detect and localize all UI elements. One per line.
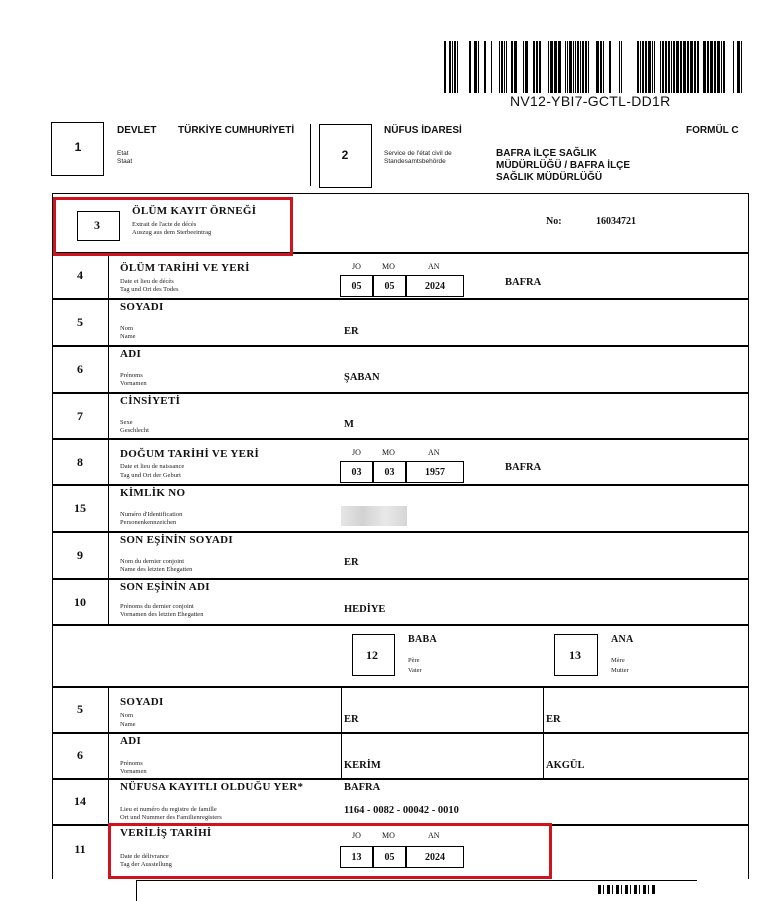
parent-name-sub-de: Vornamen — [120, 768, 147, 775]
barcode-bar — [504, 41, 505, 93]
formul-label: FORMÜL C — [686, 125, 739, 136]
month-header: MO — [382, 831, 395, 840]
spouse-surname-label: SON EŞİNİN SOYADI — [120, 534, 233, 546]
barcode-bar — [717, 41, 720, 93]
issue-sub-fr: Date de délivrance — [120, 853, 169, 860]
barcode-text: NV12-YBI7-GCTL-DD1R — [510, 93, 671, 109]
box-1-number: 1 — [74, 140, 82, 154]
barcode-bar — [737, 41, 740, 93]
parent-name-sub-fr: Prénoms — [120, 760, 143, 767]
month-header: MO — [382, 448, 395, 457]
sex-label: CİNSİYETİ — [120, 395, 181, 407]
row-divider — [52, 686, 749, 688]
row-number: 6 — [77, 362, 83, 376]
father-surname-value: ER — [344, 714, 359, 725]
barcode-bar — [554, 41, 557, 93]
barcode-bar — [575, 41, 576, 93]
barcode-bar — [596, 41, 599, 93]
barcode-bar — [444, 41, 446, 93]
barcode-bar — [548, 41, 549, 93]
header-divider — [310, 124, 311, 186]
barcode-bar — [499, 41, 500, 93]
nufus-value-2: MÜDÜRLÜĞÜ / BAFRA İLÇE — [496, 160, 631, 171]
barcode-bar — [539, 41, 541, 93]
qr-code-fragment — [598, 885, 656, 894]
barcode-bar — [687, 41, 689, 93]
death-label: ÖLÜM TARİHİ VE YERİ — [120, 262, 250, 274]
row-divider — [52, 578, 749, 580]
mother-surname-value: ER — [546, 714, 561, 725]
row-number: 7 — [77, 409, 83, 423]
surname-sub-fr: Nom — [120, 325, 133, 332]
barcode-bar — [533, 41, 535, 93]
spouse-name-sub-fr: Prénoms du dernier conjoint — [120, 603, 194, 610]
title-label: ÖLÜM KAYIT ÖRNEĞİ — [132, 205, 257, 217]
row-divider — [52, 531, 749, 533]
barcode-bar — [452, 41, 453, 93]
box-13-number: 13 — [569, 648, 581, 662]
barcode-bar — [741, 41, 742, 93]
parent-surname-sub-fr: Nom — [120, 712, 133, 719]
barcode-bar — [469, 41, 471, 93]
title-highlight — [53, 197, 293, 256]
barcode-bar — [506, 41, 507, 93]
row-number: 14 — [74, 794, 86, 808]
devlet-sub-de: Staat — [117, 158, 133, 165]
nufus-value-3: SAĞLIK MÜDÜRLÜĞÜ — [496, 172, 603, 183]
barcode-bar — [523, 41, 524, 93]
row-divider — [52, 624, 749, 626]
barcode-bar — [680, 41, 682, 93]
id-label: KİMLİK NO — [120, 487, 186, 499]
spouse-name-sub-de: Vornamen des letzten Ehegatten — [120, 611, 204, 618]
barcode-bar — [707, 41, 709, 93]
devlet-sub-fr: Etat — [117, 150, 129, 157]
barcode-bar — [637, 41, 639, 93]
spouse-surname-value: ER — [344, 557, 359, 568]
barcode-bar — [558, 41, 561, 93]
barcode-bar — [514, 41, 517, 93]
id-sub-fr: Numéro d'Identification — [120, 511, 183, 518]
barcode-bar — [569, 41, 572, 93]
row-number: 5 — [77, 702, 83, 716]
day-header: JO — [352, 448, 361, 457]
barcode-bar — [536, 41, 538, 93]
spouse-name-label: SON EŞİNİN ADI — [120, 581, 210, 593]
row-divider — [52, 392, 749, 394]
row-divider — [52, 298, 749, 300]
barcode-bar — [577, 41, 579, 93]
barcode-bar — [588, 41, 589, 93]
father-name-value: KERİM — [344, 760, 381, 771]
barcode-bar — [491, 41, 492, 93]
row-divider — [52, 778, 749, 780]
issue-month: 05 — [373, 846, 406, 868]
barcode-bar — [619, 41, 620, 93]
registry-place: BAFRA — [344, 782, 381, 793]
devlet-label: DEVLET — [117, 125, 157, 136]
surname-label: SOYADI — [120, 301, 164, 313]
death-year: 2024 — [406, 275, 464, 297]
barcode-bar — [733, 41, 734, 93]
title-sub-fr: Extrait de l'acte de décès — [132, 221, 197, 228]
barcode-bar — [550, 41, 553, 93]
box-3-number: 3 — [94, 218, 100, 232]
name-sub-fr: Prénoms — [120, 372, 143, 379]
registry-label: NÜFUSA KAYITLI OLDUĞU YER* — [120, 781, 304, 793]
barcode-bar — [668, 41, 670, 93]
barcode-bar — [449, 41, 451, 93]
death-sub-de: Tag und Ort des Todes — [120, 286, 179, 293]
row-number: 6 — [77, 748, 83, 762]
barcode-bar — [582, 41, 584, 93]
barcode-bar — [580, 41, 581, 93]
registry-number: 1164 - 0082 - 00042 - 0010 — [344, 805, 459, 816]
nufus-sub-de: Standesamtsbehörde — [384, 158, 446, 165]
birth-place: BAFRA — [505, 462, 542, 473]
barcode-bar — [710, 41, 713, 93]
barcode-bar — [585, 41, 587, 93]
parent-name-label: ADI — [120, 735, 142, 747]
devlet-value: TÜRKİYE CUMHURİYETİ — [178, 125, 295, 136]
day-header: JO — [352, 831, 361, 840]
sex-sub-de: Geschlecht — [120, 427, 149, 434]
barcode-bar — [457, 41, 458, 93]
birth-date — [340, 448, 465, 484]
name-label: ADI — [120, 348, 142, 360]
barcode-bar — [673, 41, 675, 93]
registry-sub-fr: Lieu et numéro du registre de famille — [120, 806, 217, 813]
record-no-label: No: — [546, 216, 562, 227]
issue-sub-de: Tag der Ausstellung — [120, 861, 172, 868]
birth-sub-de: Tag und Ort der Geburt — [120, 472, 181, 479]
birth-day: 03 — [340, 461, 373, 483]
mother-column-line — [543, 686, 544, 778]
barcode-graphic — [444, 41, 744, 93]
barcode-bar — [484, 41, 486, 93]
nufus-label: NÜFUS İDARESİ — [384, 125, 462, 136]
barcode-bar — [454, 41, 456, 93]
mother-sub-fr: Mère — [611, 657, 625, 664]
box-12-number: 12 — [366, 648, 378, 662]
barcode-bar — [665, 41, 667, 93]
barcode-bar — [525, 41, 528, 93]
barcode-bar — [660, 41, 661, 93]
id-redacted — [341, 506, 407, 526]
surname-value: ER — [344, 326, 359, 337]
row-number: 11 — [74, 842, 86, 856]
issue-year: 2024 — [406, 846, 464, 868]
barcode-bar — [671, 41, 672, 93]
death-day: 05 — [340, 275, 373, 297]
spouse-surname-sub-fr: Nom du dernier conjoint — [120, 558, 185, 565]
birth-label: DOĞUM TARİHİ VE YERİ — [120, 448, 260, 460]
day-header: JO — [352, 262, 361, 271]
barcode-bar — [478, 41, 479, 93]
barcode-bar — [662, 41, 664, 93]
death-month: 05 — [373, 275, 406, 297]
issue-highlight — [108, 823, 552, 879]
birth-sub-fr: Date et lieu de naissance — [120, 463, 185, 470]
birth-year: 1957 — [406, 461, 464, 483]
barcode-bar — [648, 41, 651, 93]
death-date — [340, 262, 465, 298]
nufus-sub-fr: Service de l'état civil de — [384, 150, 452, 157]
row-divider — [52, 484, 749, 486]
sex-sub-fr: Sexe — [120, 419, 133, 426]
barcode-bar — [640, 41, 641, 93]
year-header: AN — [428, 831, 440, 840]
father-column-line — [341, 686, 342, 778]
box-2-number: 2 — [341, 148, 349, 162]
barcode-bar — [642, 41, 644, 93]
spouse-surname-sub-de: Name des letzten Ehegatten — [120, 566, 193, 573]
row-divider — [52, 345, 749, 347]
mother-sub-de: Mutter — [611, 667, 629, 674]
parent-surname-label: SOYADI — [120, 696, 164, 708]
parent-surname-sub-de: Name — [120, 721, 136, 728]
name-value: ŞABAN — [344, 372, 380, 383]
barcode-bar — [676, 41, 679, 93]
row-number: 10 — [74, 595, 86, 609]
row-number: 15 — [74, 501, 86, 515]
father-sub-fr: Père — [408, 657, 420, 664]
barcode-bar — [609, 41, 611, 93]
registry-sub-de: Ort und Nummer des Familienregisters — [120, 814, 222, 821]
barcode-bar — [645, 41, 647, 93]
barcode-bar — [683, 41, 686, 93]
issue-label: VERİLİŞ TARİHİ — [120, 827, 212, 839]
mother-name-value: AKGÜL — [546, 760, 585, 771]
barcode-bar — [621, 41, 622, 93]
barcode-bar — [654, 41, 655, 93]
record-no-value: 16034721 — [596, 216, 636, 227]
barcode-bar — [697, 41, 699, 93]
row-number: 4 — [77, 268, 83, 282]
name-sub-de: Vornamen — [120, 380, 147, 387]
father-sub-de: Vater — [408, 667, 422, 674]
title-sub-de: Auszug aus dem Sterbeeintrag — [132, 229, 212, 236]
barcode-bar — [714, 41, 716, 93]
barcode-bar — [567, 41, 568, 93]
surname-sub-de: Name — [120, 333, 136, 340]
barcode-bar — [652, 41, 653, 93]
year-header: AN — [428, 262, 440, 271]
barcode-bar — [703, 41, 706, 93]
row-number: 9 — [77, 548, 83, 562]
nufus-value-1: BAFRA İLÇE SAĞLIK — [496, 148, 597, 159]
issue-day: 13 — [340, 846, 373, 868]
death-sub-fr: Date et lieu de décès — [120, 278, 174, 285]
row-divider — [52, 438, 749, 440]
row-number: 5 — [77, 315, 83, 329]
barcode-bar — [603, 41, 604, 93]
spouse-name-value: HEDİYE — [344, 604, 386, 615]
barcode-bar — [511, 41, 513, 93]
death-place: BAFRA — [505, 277, 542, 288]
barcode-bar — [501, 41, 503, 93]
barcode-bar — [690, 41, 693, 93]
birth-month: 03 — [373, 461, 406, 483]
year-header: AN — [428, 448, 440, 457]
row-number: 8 — [77, 455, 83, 469]
barcode-bar — [723, 41, 725, 93]
month-header: MO — [382, 262, 395, 271]
sex-value: M — [344, 419, 354, 430]
barcode-bar — [721, 41, 722, 93]
barcode-bar — [573, 41, 574, 93]
id-sub-de: Personenkennzeichen — [120, 519, 177, 526]
barcode — [444, 41, 744, 93]
barcode-bar — [600, 41, 602, 93]
barcode-bar — [474, 41, 477, 93]
mother-label: ANA — [611, 634, 634, 645]
father-label: BABA — [408, 634, 437, 645]
barcode-bar — [565, 41, 566, 93]
barcode-bar — [694, 41, 696, 93]
row-divider — [52, 732, 749, 734]
